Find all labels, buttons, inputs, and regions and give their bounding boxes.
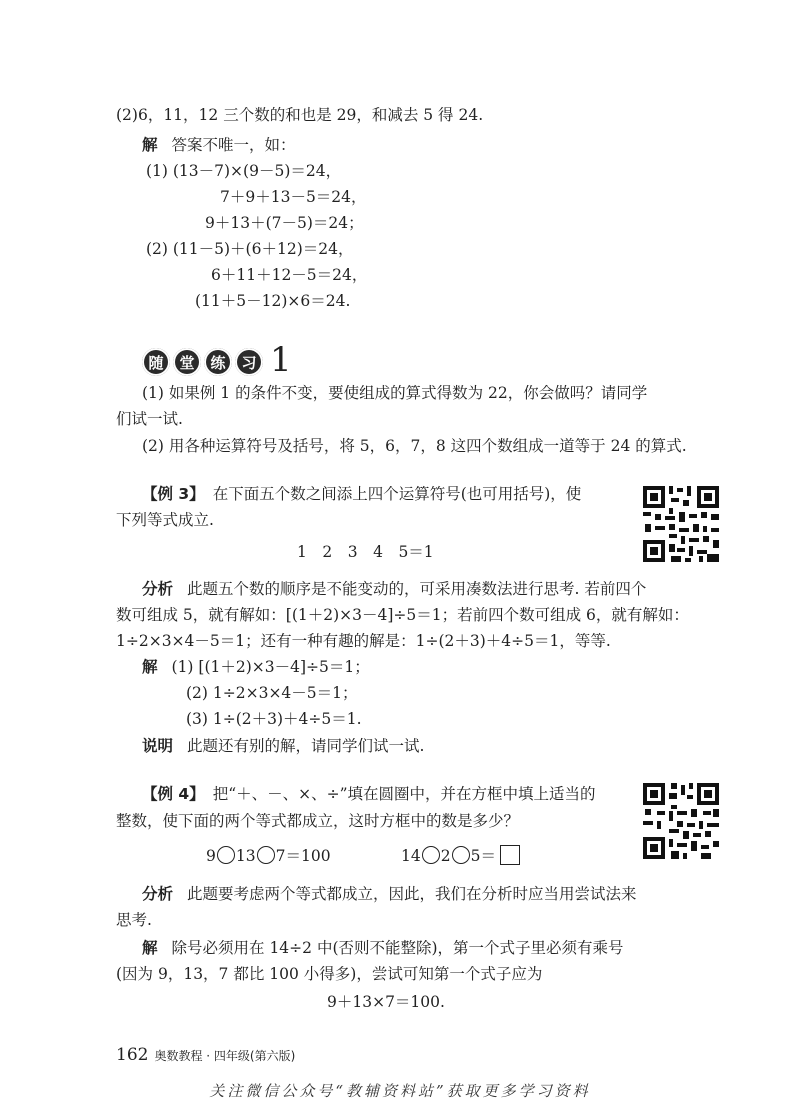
example4-line: [142, 783, 596, 805]
example4-analysis-cont: 思考.: [116, 911, 152, 929]
example4-solution: [142, 937, 624, 959]
example4-analysis: [142, 883, 637, 905]
number: 2: [440, 847, 451, 865]
book-title: 奥数教程 · 四年级(第六版): [154, 1049, 296, 1063]
practice-badge: 随: [142, 348, 170, 376]
example3-line: [142, 483, 581, 505]
example4-text-cont: 整数，使下面的两个等式都成立，这时方框中的数是多少？: [116, 812, 520, 830]
practice-badge: 堂: [173, 348, 201, 376]
example3-solution-line: (3) 1÷(2＋3)＋4÷5＝1.: [186, 710, 362, 728]
solution-text: (1) [(1＋2)×3－4]÷5＝1；: [171, 658, 370, 676]
analysis-text: 此题五个数的顺序是不能变动的，可采用凑数法进行思考. 若前四个: [187, 580, 647, 598]
number: 13: [235, 847, 256, 865]
number: 7＝100: [275, 847, 331, 865]
example3-analysis: [142, 578, 646, 600]
qr-code: [640, 483, 722, 565]
note-text: 此题还有别的解，请同学们试一试.: [187, 737, 425, 755]
equation-line: (11＋5－12)×6＝24.: [195, 292, 351, 310]
blank-circle[interactable]: [422, 846, 440, 864]
example4-solution-equation: 9＋13×7＝100.: [327, 993, 445, 1011]
example3-text-cont: 下列等式成立.: [116, 511, 214, 529]
practice-badge: 习: [235, 348, 263, 376]
equation-line: (2) (11－5)＋(6＋12)＝24，: [146, 240, 354, 258]
example4-equation-2: [401, 845, 520, 867]
solution-line: [142, 134, 296, 156]
watermark-text: 关注微信公众号“教辅资料站”获取更多学习资料: [209, 1082, 591, 1100]
example3-analysis-cont: 1÷2×3×4－5＝1；还有一种有趣的解是：1÷(2＋3)＋4÷5＝1，等等.: [116, 632, 611, 650]
page-footer: [116, 1045, 295, 1065]
blank-circle[interactable]: [257, 846, 275, 864]
equation-line: 9＋13＋(7－5)＝24；: [205, 214, 364, 232]
equation-line: (1) (13－7)×(9－5)＝24，: [146, 162, 342, 180]
equation-line: 6＋11＋12－5＝24，: [211, 266, 368, 284]
blank-circle[interactable]: [217, 846, 235, 864]
solution-text: 答案不唯一，如：: [171, 136, 296, 154]
note-label: 说明: [142, 737, 174, 755]
example3-solution-line: (2) 1÷2×3×4－5＝1；: [186, 684, 358, 702]
solution-label: 解: [142, 658, 158, 676]
number: 5＝: [470, 847, 496, 865]
qr-code: [640, 780, 722, 862]
example3-note: [142, 735, 424, 757]
blank-circle[interactable]: [452, 846, 470, 864]
equation-line: 7＋9＋13－5＝24，: [220, 188, 367, 206]
analysis-label: 分析: [142, 885, 174, 903]
blank-box[interactable]: [500, 845, 520, 865]
example4-text: 把“＋、－、×、÷”填在圆圈中，并在方框中填上适当的: [212, 785, 596, 803]
example4-equation-1: [206, 845, 331, 867]
practice-number: 1: [270, 340, 292, 380]
practice-badge: 练: [204, 348, 232, 376]
solution-text: 除号必须用在 14÷2 中(否则不能整除)，第一个式子里必须有乘号: [171, 939, 624, 957]
example3-solution: [142, 656, 370, 678]
practice-question-1: (1) 如果例 1 的条件不变，要使组成的算式得数为 22，你会做吗？请同学: [142, 384, 648, 402]
example3-label: 【例 3】: [142, 485, 205, 503]
analysis-label: 分析: [142, 580, 174, 598]
example4-label: 【例 4】: [142, 785, 205, 803]
number: 14: [401, 847, 421, 865]
solution-label: 解: [142, 136, 158, 154]
example3-analysis-cont: 数可组成 5，就有解如：[(1＋2)×3－4]÷5＝1；若前四个数可组成 6，就有解如：: [116, 606, 689, 624]
page-number: 162: [116, 1045, 149, 1065]
example3-equation: 1 2 3 4 5＝1: [297, 543, 434, 561]
practice-question-1-cont: 们试一试.: [116, 410, 183, 428]
example4-solution-cont: (因为 9，13，7 都比 100 小得多)，尝试可知第一个式子应为: [116, 965, 543, 983]
analysis-text: 此题要考虑两个等式都成立，因此，我们在分析时应当用尝试法来: [187, 885, 637, 903]
text-line: (2)6，11，12 三个数的和也是 29，和减去 5 得 24.: [116, 106, 484, 124]
solution-label: 解: [142, 939, 158, 957]
practice-question-2: (2) 用各种运算符号及括号，将 5，6，7，8 这四个数组成一道等于 24 的算式.: [142, 437, 687, 455]
practice-heading: [142, 340, 292, 380]
number: 9: [206, 847, 216, 865]
example3-text: 在下面五个数之间添上四个运算符号(也可用括号)，使: [212, 485, 582, 503]
